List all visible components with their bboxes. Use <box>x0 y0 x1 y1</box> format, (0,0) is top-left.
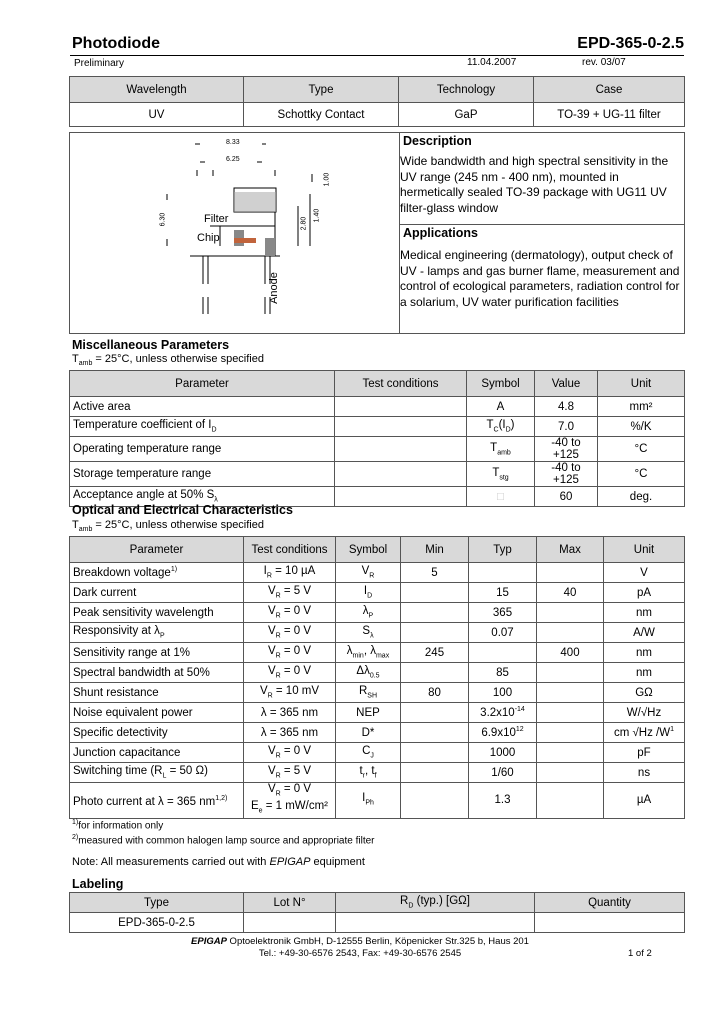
table-row: Dark current $V_R = 5$ V $I_D$ 15 40 pA <box>70 583 685 603</box>
misc-header-parameter: Parameter <box>70 371 335 397</box>
page-title: Photodiode <box>72 35 160 52</box>
revision-text: rev. 03/07 <box>582 57 626 68</box>
box-divider-h <box>400 224 684 225</box>
table-row: Breakdown voltage$^{1)}$ $I_R = 10$ µA $V_R$ 5 V <box>70 563 685 583</box>
summary-wavelength: UV <box>70 103 244 127</box>
misc-condition: $T_{amb} = 25^\circ C$, unless otherwise specified <box>72 353 264 368</box>
label-filter: Filter <box>204 213 229 225</box>
table-row: Specific detectivity λ = 365 nm D* $6.9x10^{12}$ cm √Hz $/W^1$ <box>70 723 685 743</box>
misc-title: Miscellaneous Parameters <box>72 338 230 352</box>
summary-header-type: Type <box>244 77 399 103</box>
misc-header-symbol: Symbol <box>467 371 535 397</box>
table-row: EPD-365-0-2.5 <box>70 913 685 933</box>
misc-header-value: Value <box>535 371 598 397</box>
misc-header-unit: Unit <box>598 371 685 397</box>
dim-2-80: 2.80 <box>300 216 308 231</box>
table-row: Storage temperature range $T_{stg}$ -40 to +125 °C <box>70 462 685 487</box>
labeling-header-lot: Lot N° <box>244 893 336 913</box>
optical-header-parameter: Parameter <box>70 537 244 563</box>
optical-header-typ: Typ <box>469 537 537 563</box>
page-number: 1 of 2 <box>628 948 652 959</box>
description-heading: Description <box>403 134 472 148</box>
optical-header-unit: Unit <box>604 537 685 563</box>
summary-case: TO-39 + UG-11 filter <box>534 103 685 127</box>
label-chip: Chip <box>197 232 220 244</box>
measurement-note: Note: All measurements carried out with EPIGAP equipment <box>72 856 365 868</box>
table-row: Photo current at λ = 365 nm$^{1,2)}$ $V_R = 0$ V $E_e = 1$ mW/cm² $I_{Ph}$ 1.3 µA <box>70 783 685 819</box>
summary-header-wavelength: Wavelength <box>70 77 244 103</box>
labeling-header-type: Type <box>70 893 244 913</box>
optical-condition: $T_{amb} = 25^\circ C$, unless otherwise specified <box>72 519 264 534</box>
optical-header-max: Max <box>537 537 604 563</box>
dim-6-25: 6.25 <box>226 156 240 163</box>
optical-table <box>69 536 685 819</box>
table-row: Temperature coefficient of $I_D$ $T_C(I_D)$ 7.0 %/K <box>70 417 685 437</box>
labeling-table <box>69 892 685 933</box>
summary-technology: GaP <box>399 103 534 127</box>
table-row: Operating temperature range $T_{amb}$ -40 to +125 °C <box>70 437 685 462</box>
optical-header-symbol: Symbol <box>336 537 401 563</box>
table-row: Active area A 4.8 mm² <box>70 397 685 417</box>
chip <box>234 238 256 243</box>
applications-text: Medical engineering (dermatology), output check of UV - lamps and gas burner flame, measurement and control of ecological parameters, radiation control for a solarium, UV water purification facilities <box>400 248 680 309</box>
footnote-1: $^{1)}$for information only <box>72 819 164 832</box>
date-text: 11.04.2007 <box>467 57 517 68</box>
table-row: Acceptance angle at 50% $S_\lambda$ □ 60 deg. <box>70 487 685 507</box>
status-text: Preliminary <box>74 58 125 69</box>
optical-header-min: Min <box>401 537 469 563</box>
filter-hatch <box>234 192 276 212</box>
summary-table <box>69 76 685 127</box>
dim-6-30: 6.30 <box>159 212 167 227</box>
dim-1-40: 1.40 <box>313 208 321 223</box>
footer-contact: Tel.: +49-30-6576 2543, Fax: +49-30-6576 2545 <box>258 948 462 959</box>
labeling-header-rd: $R_D$ (typ.) [GΩ] <box>336 893 535 913</box>
optical-title: Optical and Electrical Characteristics <box>72 503 293 517</box>
summary-header-case: Case <box>534 77 685 103</box>
label-anode: Anode <box>267 272 280 304</box>
summary-header-technology: Technology <box>399 77 534 103</box>
labeling-title: Labeling <box>72 877 124 891</box>
table-row: Shunt resistance $V_R = 10$ mV $R_{SH}$ 80 100 GΩ <box>70 683 685 703</box>
dim-8-33: 8.33 <box>226 139 240 146</box>
part-number: EPD-365-0-2.5 <box>577 35 684 52</box>
package-drawing <box>150 134 320 334</box>
summary-type: Schottky Contact <box>244 103 399 127</box>
table-row: Sensitivity range at 1% $V_R = 0$ V $\lambda_{min}$, $\lambda_{max}$ 245 400 nm <box>70 643 685 663</box>
applications-heading: Applications <box>403 226 479 240</box>
misc-table <box>69 370 685 507</box>
optical-header-conditions: Test conditions <box>244 537 336 563</box>
table-row: Spectral bandwidth at 50% $V_R = 0$ V $\Delta\lambda_{0.5}$ 85 nm <box>70 663 685 683</box>
header-rule <box>70 55 684 56</box>
table-row: Junction capacitance $V_R = 0$ V $C_J$ 1000 pF <box>70 743 685 763</box>
dim-1-00: 1.00 <box>323 172 331 187</box>
description-text: Wide bandwidth and high spectral sensitivity in the UV range (245 nm - 400 nm), mounted in hermetically sealed TO-39 package with UG11 UV filter-glass window <box>400 154 669 215</box>
misc-header-conditions: Test conditions <box>335 371 467 397</box>
labeling-header-quantity: Quantity <box>535 893 685 913</box>
table-row: Switching time ($R_L = 50$ Ω) $V_R = 5$ V $t_r$, $t_f$ 1/60 ns <box>70 763 685 783</box>
footer-address: EPIGAP Optoelektronik GmbH, D-12555 Berlin, Köpenicker Str.325 b, Haus 201 <box>191 936 529 947</box>
footnote-2: $^{2)}$measured with common halogen lamp source and appropriate filter <box>72 834 375 847</box>
table-row: Peak sensitivity wavelength $V_R = 0$ V $\lambda_P$ 365 nm <box>70 603 685 623</box>
table-row: Responsivity at $\lambda_P$ $V_R = 0$ V $S_\lambda$ 0.07 A/W <box>70 623 685 643</box>
table-row: Noise equivalent power λ = 365 nm NEP $3.2x10^{-14}$ W/√Hz <box>70 703 685 723</box>
